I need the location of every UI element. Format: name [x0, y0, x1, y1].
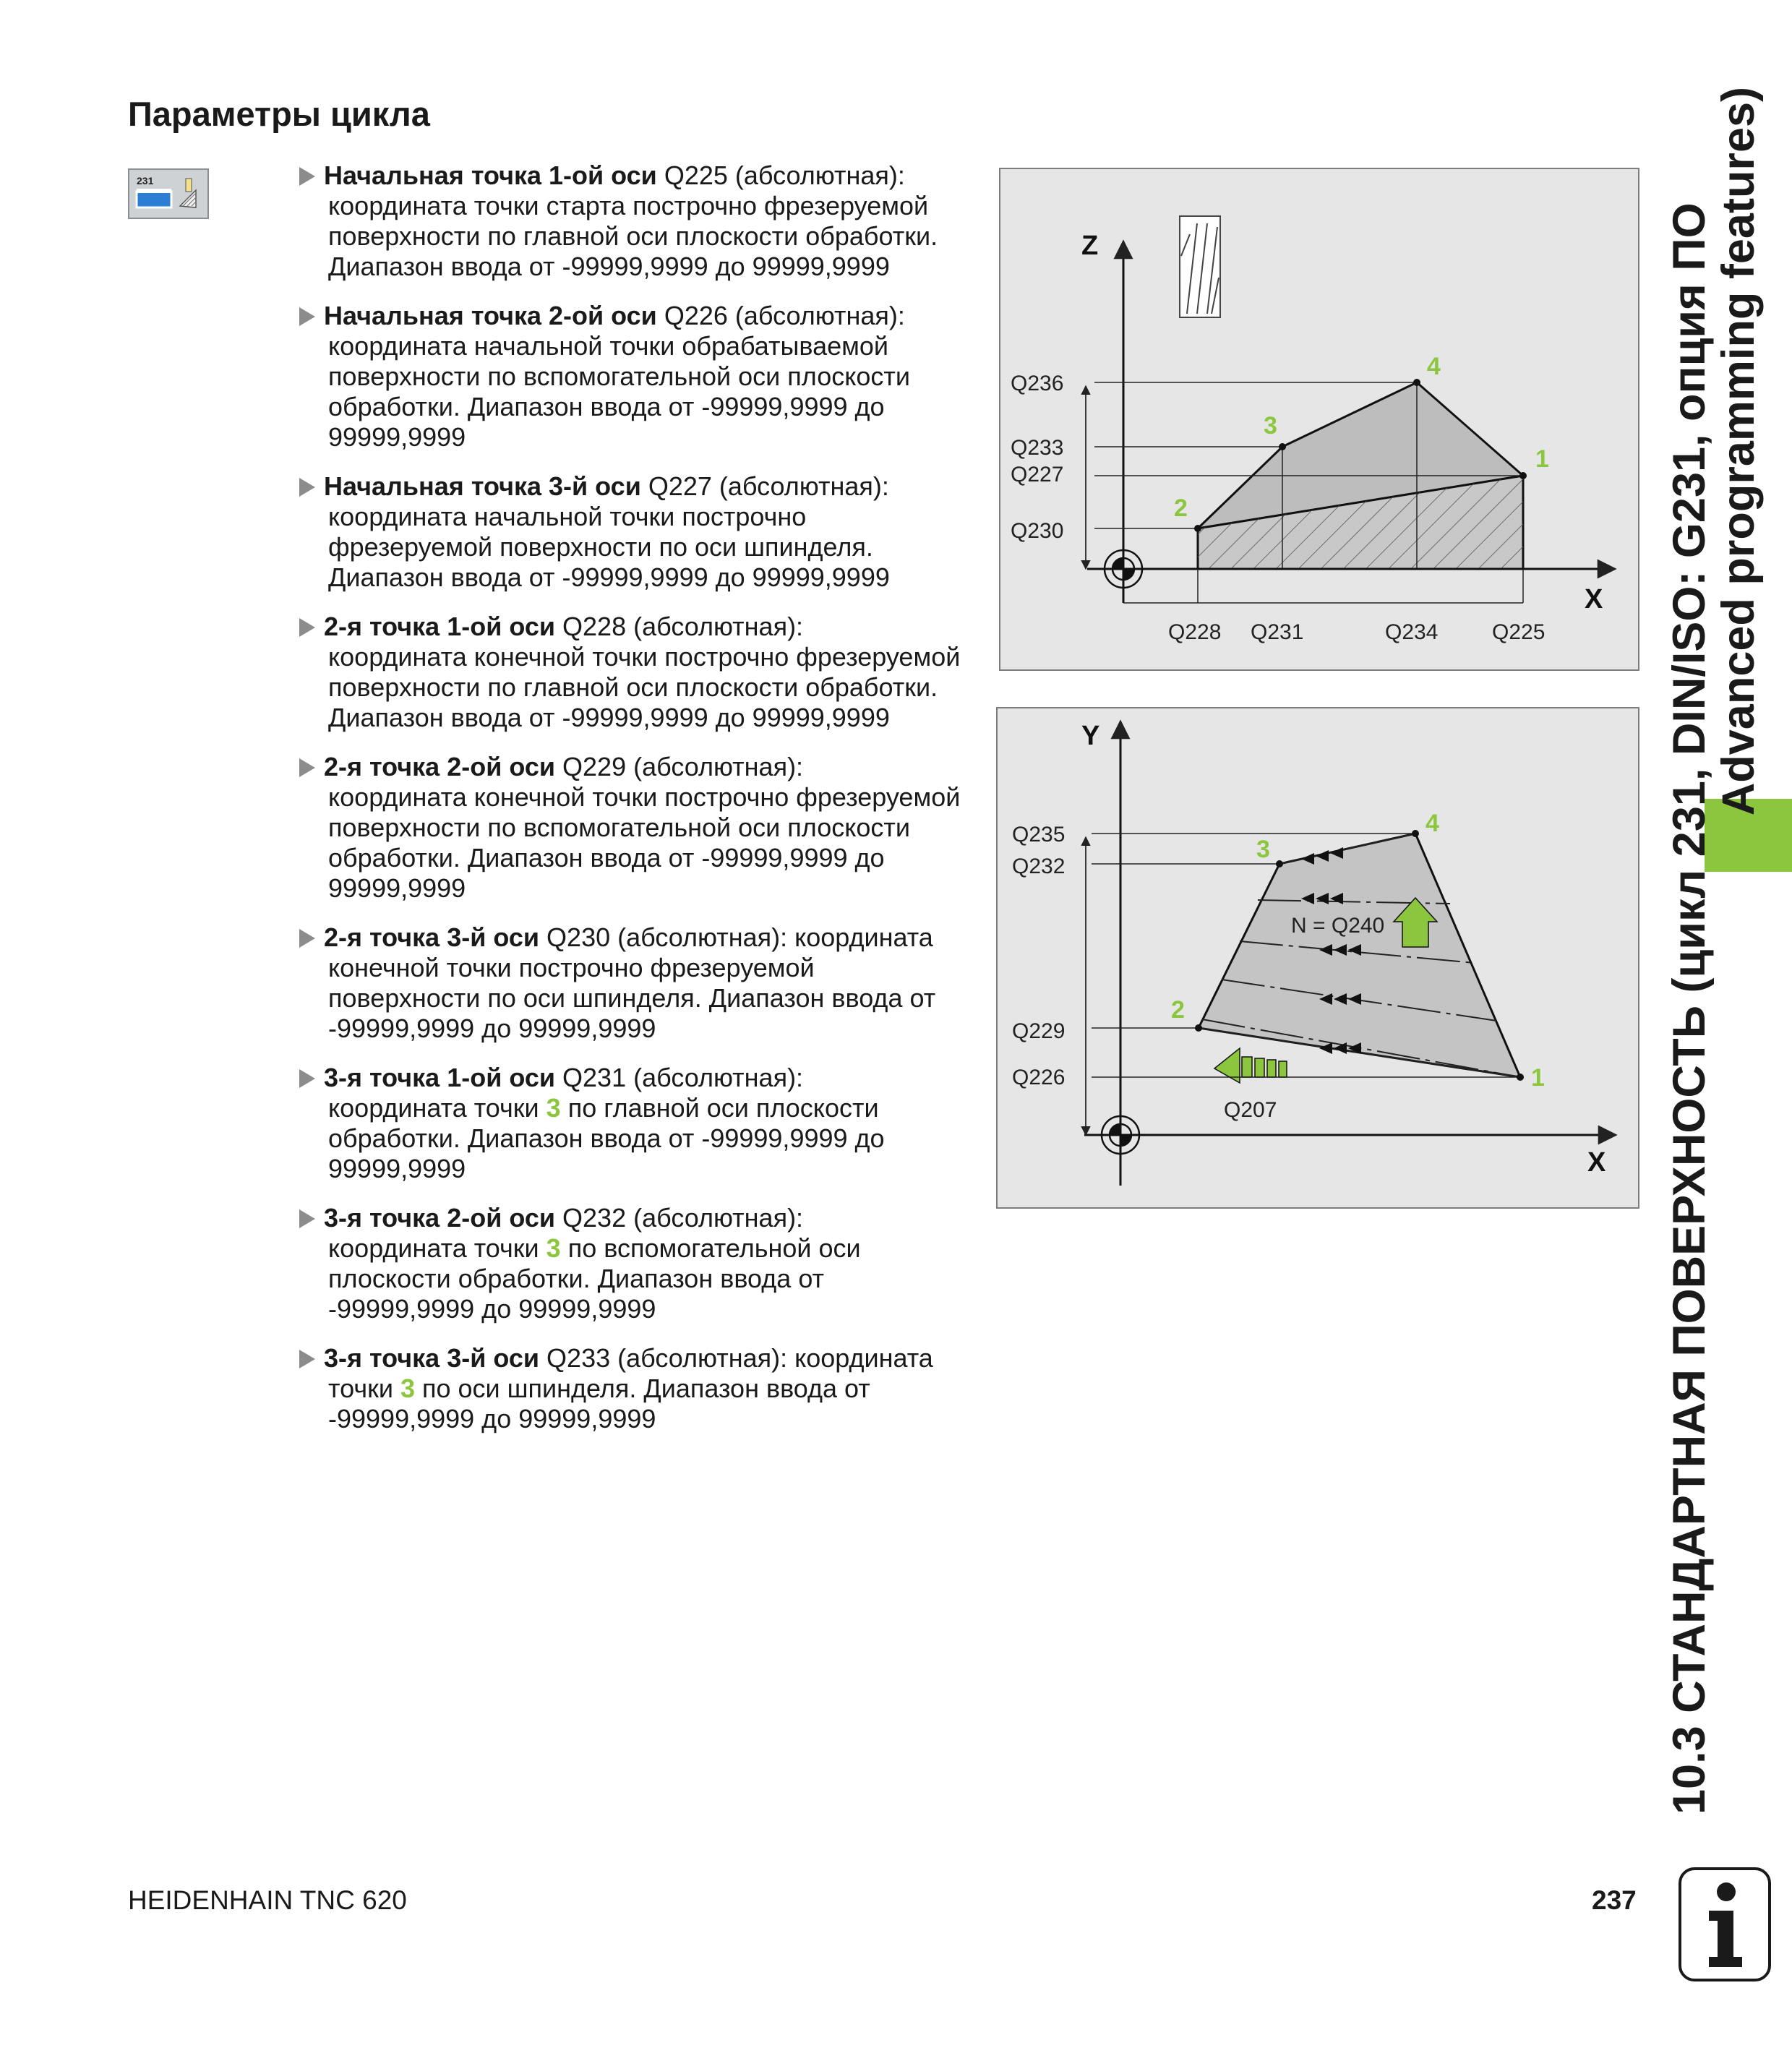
figure-xy-view	[996, 707, 1639, 1209]
param-q230	[298, 922, 963, 1044]
point-number: 3	[546, 1093, 561, 1123]
param-title: 3-я точка 2-ой оси	[324, 1203, 556, 1233]
bullet-triangle-icon	[299, 1069, 315, 1088]
param-code: Q226	[664, 301, 728, 330]
parameter-list	[298, 160, 963, 1453]
info-icon	[1679, 1867, 1771, 1981]
param-description: координата точки старта построчно фрезеруемой поверхности по главной оси плоскости обработки. Диапазон ввода от -99999,9999 до 99999,9999	[328, 191, 938, 281]
param-qualifier: (абсолютная):	[626, 1203, 804, 1233]
param-qualifier: (абсолютная):	[727, 301, 905, 330]
param-description: координата начальной точки обрабатываемой поверхности по вспомогательной оси плоскости обработки. Диапазон ввода от -99999,9999 до 99999,9999	[328, 331, 910, 452]
chapter-title-line1: 10.3 СТАНДАРТНАЯ ПОВЕРХНОСТЬ (цикл 231, DIN/ISO: G231, опция ПО	[1664, 202, 1715, 1815]
bullet-triangle-icon	[299, 167, 315, 186]
milling-tool-icon	[1180, 216, 1220, 317]
label-q228: Q228	[1168, 620, 1222, 644]
axis-label-x: X	[1585, 584, 1603, 614]
param-title: Начальная точка 3-й оси	[324, 471, 641, 501]
param-description: точки 3 по оси шпинделя. Диапазон ввода от -99999,9999 до 99999,9999	[328, 1374, 870, 1434]
param-q227	[298, 471, 963, 593]
bullet-triangle-icon	[299, 758, 315, 777]
point-3: 3	[1256, 836, 1270, 863]
label-q236: Q236	[1011, 372, 1064, 395]
param-description: координата точки 3 по вспомогательной оси плоскости обработки. Диапазон ввода от -99999,9999 до 99999,9999	[328, 1233, 861, 1324]
param-description: координата конечной точки построчно фрезеруемой поверхности по вспомогательной оси плоскости обработки. Диапазон ввода от -99999,9999 до 99999,9999	[328, 782, 961, 903]
param-description: координата точки 3 по главной оси плоскости обработки. Диапазон ввода от -99999,9999 до 99999,9999	[328, 1093, 885, 1183]
param-q231	[298, 1063, 963, 1184]
point-number: 3	[546, 1233, 561, 1263]
point-3: 3	[1264, 412, 1277, 440]
label-q226: Q226	[1012, 1066, 1066, 1089]
point-2: 2	[1171, 996, 1185, 1024]
param-code: Q229	[562, 752, 627, 781]
param-code: Q227	[648, 471, 712, 501]
footer-manual-name: HEIDENHAIN TNC 620	[128, 1885, 407, 1915]
softkey-label: 231	[137, 175, 154, 187]
param-title: 3-я точка 3-й оси	[324, 1343, 540, 1373]
param-qualifier: (абсолютная):	[727, 160, 905, 190]
point-4: 4	[1427, 353, 1441, 380]
surface-outline	[1199, 834, 1520, 1077]
axis-label-y: Y	[1081, 721, 1100, 751]
page-number: 237	[1592, 1885, 1637, 1915]
param-title: Начальная точка 2-ой оси	[324, 301, 657, 330]
feed-arrow-icon	[1214, 1048, 1287, 1083]
bullet-triangle-icon	[299, 1350, 315, 1368]
bullet-triangle-icon	[299, 307, 315, 326]
point-1: 1	[1535, 445, 1549, 473]
label-q235: Q235	[1012, 823, 1066, 847]
label-q234: Q234	[1385, 620, 1439, 644]
param-qualifier: (абсолютная):	[711, 471, 889, 501]
param-qualifier: (абсолютная): координата	[610, 1343, 933, 1373]
param-code: Q233	[546, 1343, 611, 1373]
point-2: 2	[1174, 494, 1188, 522]
param-description: координата начальной точки построчно фрезеруемой поверхности по оси шпинделя. Диапазон ввода от -99999,9999 до 99999,9999	[328, 502, 890, 592]
chapter-title-line2: Advanced programming features)	[1713, 87, 1764, 816]
axis-label-x: X	[1587, 1147, 1606, 1178]
param-q229	[298, 752, 963, 904]
param-q226	[298, 301, 963, 453]
label-q232: Q232	[1012, 854, 1066, 878]
param-q233	[298, 1343, 963, 1434]
bullet-triangle-icon	[299, 478, 315, 497]
chapter-title-vertical	[1665, 65, 1763, 1815]
param-qualifier: (абсолютная):	[626, 1063, 804, 1092]
point-4: 4	[1426, 810, 1439, 837]
label-q231: Q231	[1251, 620, 1304, 644]
param-qualifier: (абсолютная):	[626, 752, 804, 781]
bullet-triangle-icon	[299, 1209, 315, 1228]
feed-label: Q207	[1224, 1098, 1277, 1122]
axis-label-z: Z	[1081, 231, 1099, 261]
param-code: Q231	[562, 1063, 627, 1092]
label-q229: Q229	[1012, 1019, 1066, 1043]
bullet-triangle-icon	[299, 618, 315, 637]
label-q233: Q233	[1011, 436, 1064, 460]
param-description: конечной точки построчно фрезеруемой поверхности по оси шпинделя. Диапазон ввода от -99999,9999 до 99999,9999	[328, 953, 936, 1043]
param-title: 3-я точка 1-ой оси	[324, 1063, 556, 1092]
cycle-softkey-icon	[128, 168, 209, 219]
param-qualifier: (абсолютная):	[626, 612, 804, 641]
param-title: 2-я точка 1-ой оси	[324, 612, 556, 641]
point-1: 1	[1531, 1064, 1545, 1092]
param-code: Q225	[664, 160, 728, 190]
param-q228	[298, 612, 963, 733]
param-code: Q232	[562, 1203, 627, 1233]
label-q225: Q225	[1492, 620, 1546, 644]
param-code: Q230	[546, 922, 611, 952]
param-q232	[298, 1203, 963, 1324]
param-title: 2-я точка 3-й оси	[324, 922, 540, 952]
param-qualifier: (абсолютная): координата	[610, 922, 933, 952]
label-q227: Q227	[1011, 463, 1064, 487]
bullet-triangle-icon	[299, 929, 315, 948]
param-title: 2-я точка 2-ой оси	[324, 752, 556, 781]
point-number: 3	[400, 1374, 415, 1403]
label-q230: Q230	[1011, 519, 1064, 543]
param-description: координата конечной точки построчно фрезеруемой поверхности по главной оси плоскости обработки. Диапазон ввода от -99999,9999 до 99999,9999	[328, 642, 961, 732]
param-q225	[298, 160, 963, 282]
section-heading: Параметры цикла	[128, 95, 430, 133]
step-label: N = Q240	[1291, 914, 1385, 938]
param-title: Начальная точка 1-ой оси	[324, 160, 657, 190]
param-code: Q228	[562, 612, 627, 641]
figure-xz-view	[999, 168, 1639, 671]
